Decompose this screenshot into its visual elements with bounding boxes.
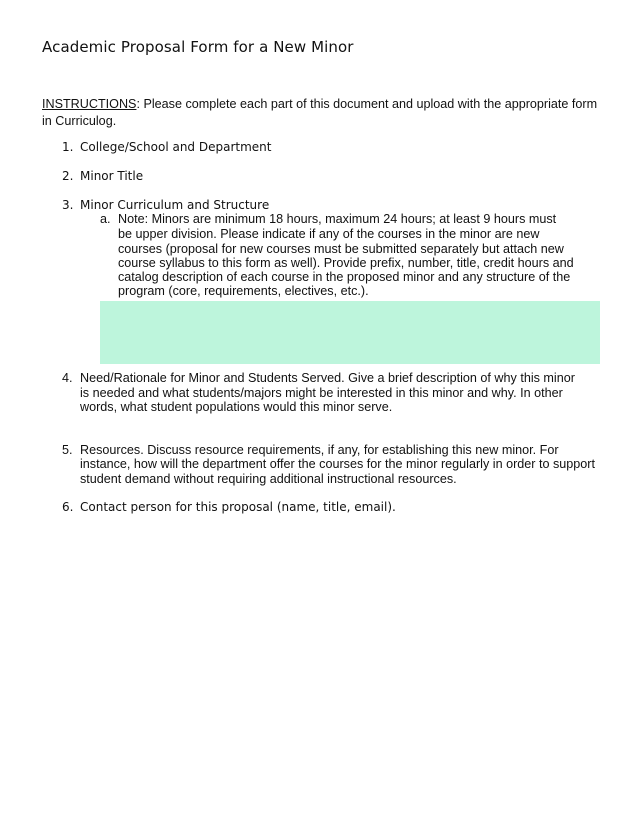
item-minor-title: Minor Title (80, 169, 144, 183)
note-line: catalog description of each course in the proposed minor and any structure of the (118, 270, 571, 284)
rationale-line: Need/Rationale for Minor and Students Served. Give a brief description of why this minor (80, 371, 575, 385)
rationale-line: words, what student populations would this minor serve. (80, 400, 393, 414)
instructions-line-1 (42, 97, 597, 112)
item-number: 3. (62, 198, 74, 212)
note-line: Note: Minors are minimum 18 hours, maximum 24 hours; at least 9 hours must (118, 212, 557, 226)
instructions-text: : Please complete each part of this document and upload with the appropriate form (136, 97, 598, 111)
rationale-line: is needed and what students/majors might be interested in this minor and why. In other (80, 386, 563, 400)
instructions-label: INSTRUCTIONS (42, 97, 137, 111)
note-line: be upper division. Please indicate if any of the courses in the minor are new (118, 227, 540, 241)
item-number: 4. (62, 371, 73, 385)
curriculum-input-field[interactable] (100, 301, 600, 364)
item-number: 6. (62, 500, 74, 514)
item-number: 2. (62, 169, 74, 183)
note-line: courses (proposal for new courses must be submitted separately but attach new (118, 242, 564, 256)
resources-line: Resources. Discuss resource requirements, if any, for establishing this new minor. For (80, 443, 559, 457)
resources-line: student demand without requiring additional instructional resources. (80, 472, 457, 486)
note-line: course syllabus to this form as well). Provide prefix, number, title, credit hours and (118, 256, 574, 270)
item-number: 5. (62, 443, 73, 457)
page-title: Academic Proposal Form for a New Minor (42, 38, 354, 56)
subitem-letter: a. (100, 212, 111, 226)
item-contact-person: Contact person for this proposal (name, title, email). (80, 500, 396, 514)
instructions-line-2: in Curriculog. (42, 114, 117, 128)
item-number: 1. (62, 140, 74, 154)
item-college-department: College/School and Department (80, 140, 272, 154)
resources-line: instance, how will the department offer the courses for the minor regularly in order to support (80, 457, 595, 471)
item-curriculum-structure: Minor Curriculum and Structure (80, 198, 270, 212)
note-line: program (core, requirements, electives, etc.). (118, 284, 369, 298)
